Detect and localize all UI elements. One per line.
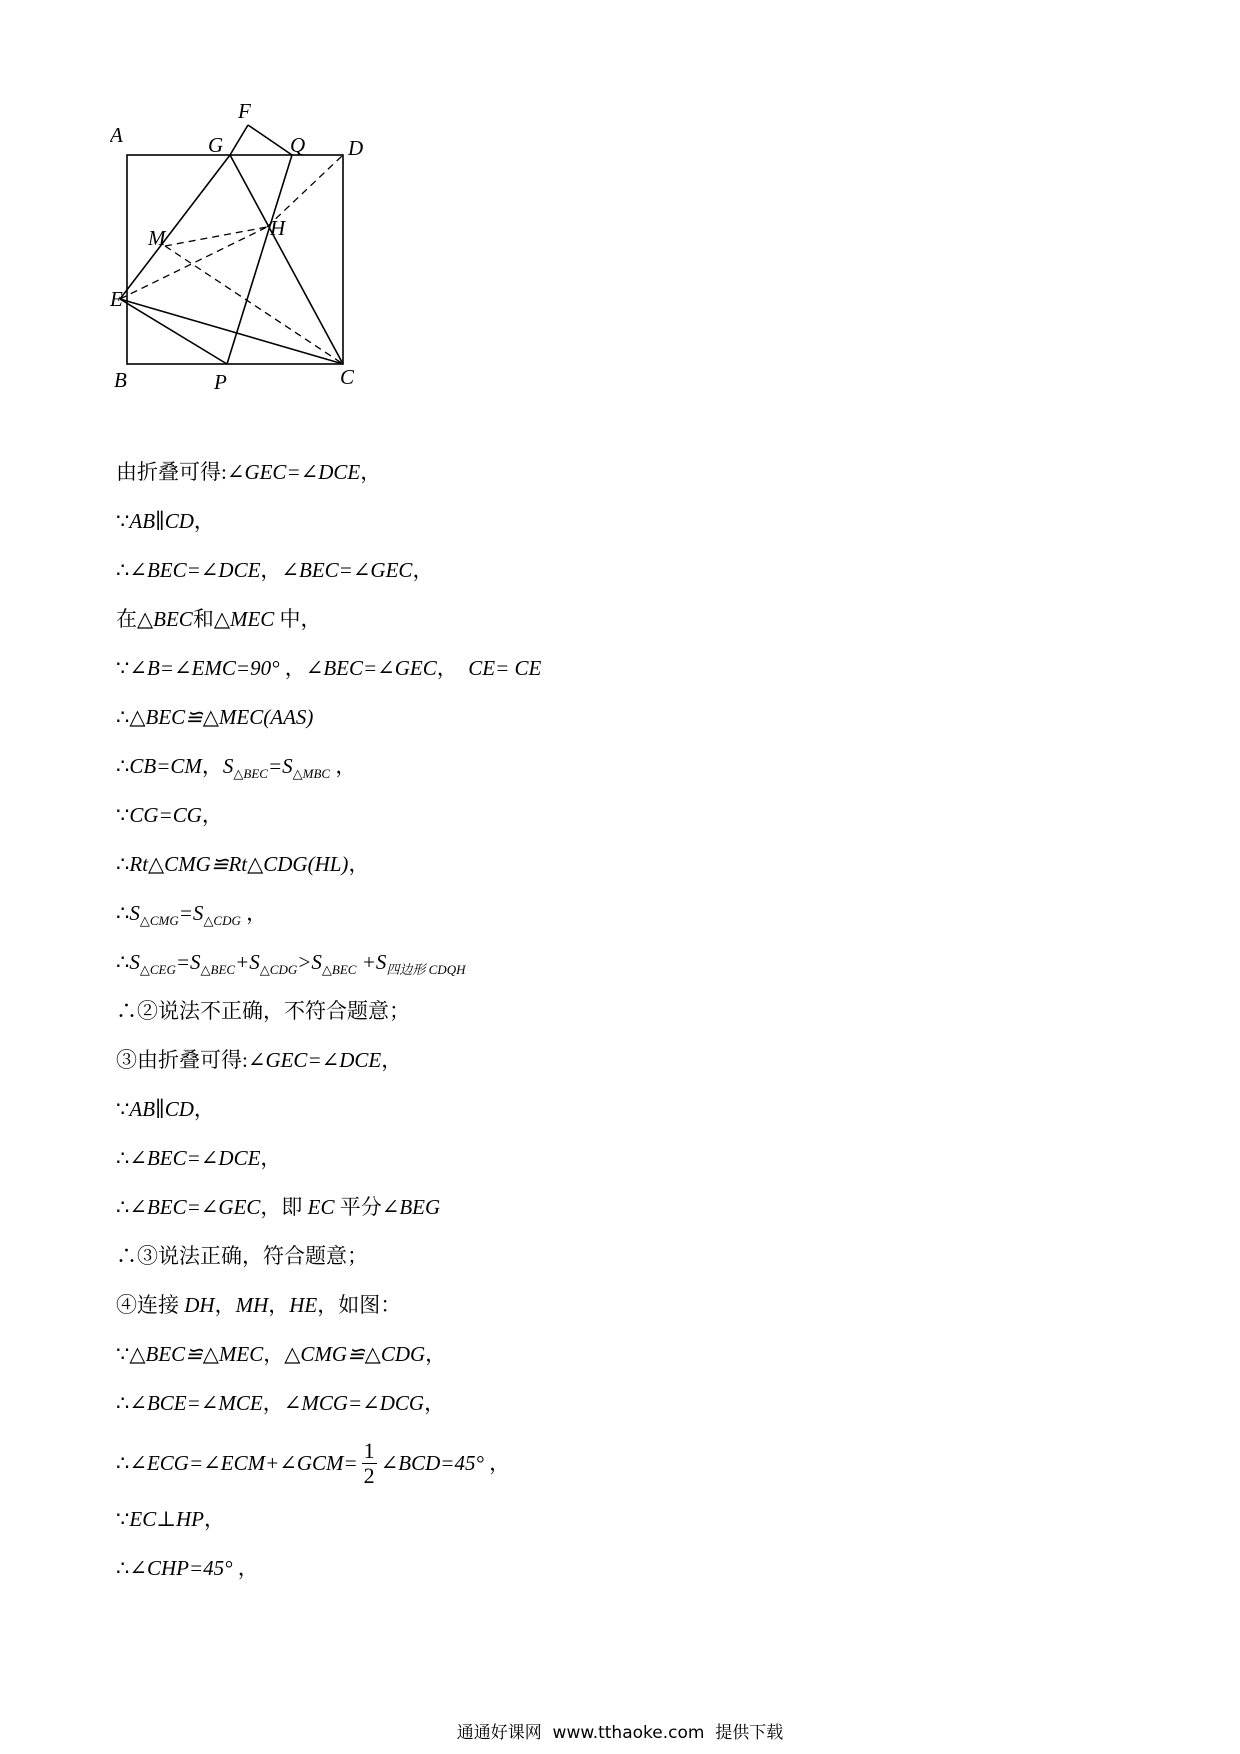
geometry-figure xyxy=(110,100,440,445)
line-11: $\therefore S_{\triangle CEG}=S_{\triangle BEC}+S_{\triangle CDG}>S_{\triangle BEC} +S_{四边形 CDQH}$ xyxy=(116,950,466,977)
line-eg xyxy=(120,155,230,299)
line-16: ∴∠BEC=∠GEC，即 EC 平分∠BEG xyxy=(116,1195,441,1219)
line-ep xyxy=(120,299,227,364)
label-h: H xyxy=(270,216,286,240)
line-3: ∴∠BEC=∠DCE，∠BEC=∠GEC， xyxy=(116,558,434,582)
dashed-mc xyxy=(165,246,343,364)
square-fold-diagram xyxy=(110,100,440,445)
line-9: ∴Rt△CMG≌Rt△CDG(HL)， xyxy=(116,852,370,876)
fraction-one-half: $\frac{1}{2}$ xyxy=(363,1437,375,1488)
label-m: M xyxy=(148,226,166,250)
line-23: ∴∠CHP=45° ， xyxy=(116,1556,259,1580)
label-p: P xyxy=(214,370,227,394)
line-13: ③由折叠可得:∠GEC=∠DCE， xyxy=(116,1048,403,1072)
line-4: 在△BEC和△MEC 中， xyxy=(116,607,322,631)
line-1: 由折叠可得:∠GEC=∠DCE， xyxy=(116,460,382,484)
line-18: ④连接 DH，MH，HE，如图： xyxy=(116,1293,402,1317)
line-10: $\therefore S_{\triangle CMG}=S_{\triangle CDG}$ ， xyxy=(116,901,268,928)
line-ec xyxy=(120,299,343,364)
label-e: E xyxy=(110,287,123,311)
dashed-mh xyxy=(165,227,267,246)
page-footer: 通通好课网 www.tthaoke.com 提供下载 xyxy=(456,1723,784,1743)
line-15: ∴∠BEC=∠DCE， xyxy=(116,1146,282,1170)
label-g: G xyxy=(208,133,224,157)
line-14: ∵AB∥CD， xyxy=(116,1097,215,1121)
line-gc xyxy=(230,155,343,364)
dashed-eh xyxy=(120,227,267,299)
line-7: ∴CB=CM，$S_{\triangle BEC}=S_{\triangle MBC}$ ， xyxy=(116,754,357,781)
label-d: D xyxy=(348,136,364,160)
label-q: Q xyxy=(290,133,306,157)
label-c: C xyxy=(340,365,355,389)
line-20: ∴∠BCE=∠MCE，∠MCG=∠DCG， xyxy=(116,1391,446,1415)
label-a: A xyxy=(110,123,123,147)
line-21: ∴∠ECG=∠ECM+∠GCM= $\frac{1}{2}$ ∠BCD=45° ， xyxy=(116,1437,511,1488)
line-fq xyxy=(248,125,292,155)
label-f: F xyxy=(238,100,251,123)
line-8: ∵CG=CG， xyxy=(116,803,223,827)
line-6: ∴△BEC≌△MEC(AAS) xyxy=(116,705,314,729)
line-17: ∴③说法正确，符合题意； xyxy=(116,1244,368,1268)
line-5: ∵∠B=∠EMC=90° ，∠BEC=∠GEC， CE= CE xyxy=(116,656,542,680)
label-b: B xyxy=(114,368,127,392)
line-22: ∵EC⊥HP， xyxy=(116,1507,225,1531)
line-2: ∵AB∥CD， xyxy=(116,509,215,533)
line-gf xyxy=(230,125,248,155)
line-19: ∵△BEC≌△MEC，△CMG≌△CDG， xyxy=(116,1342,447,1366)
line-12: ∴②说法不正确，不符合题意； xyxy=(116,999,410,1023)
